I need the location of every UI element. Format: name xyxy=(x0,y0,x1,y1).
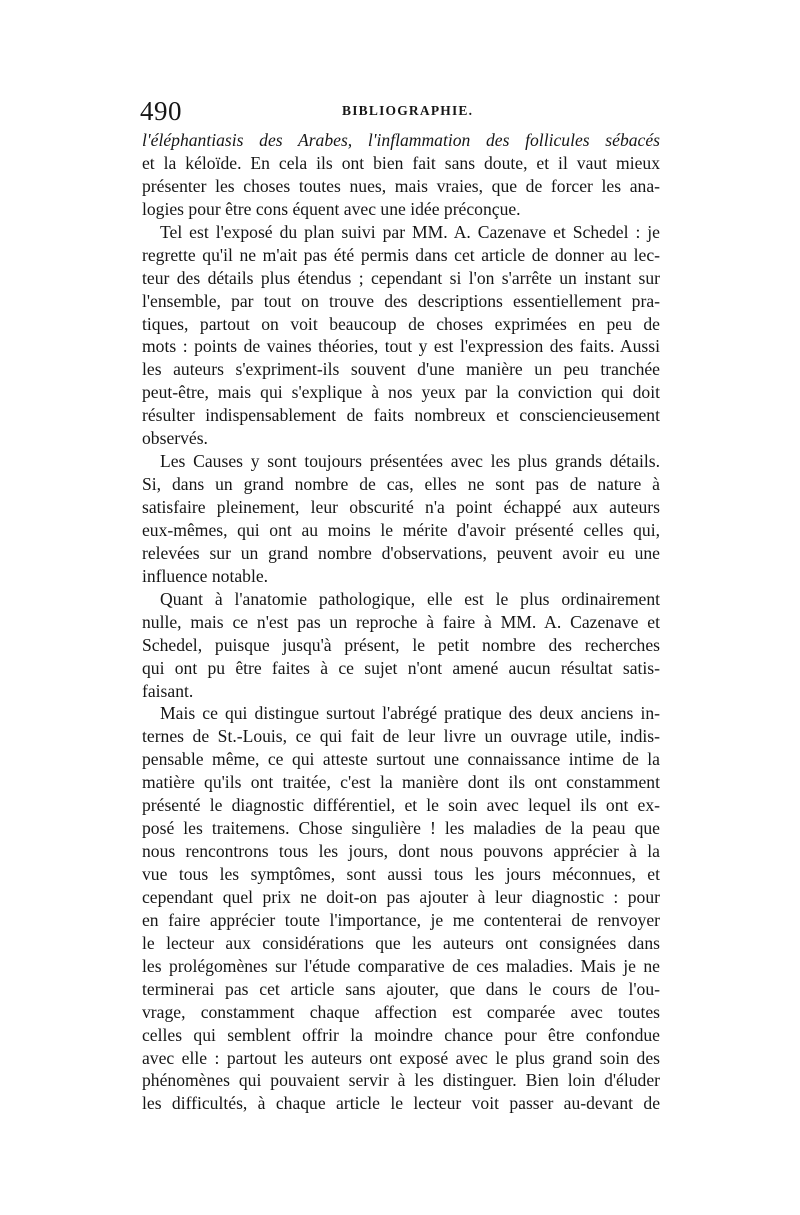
paragraph xyxy=(142,450,660,588)
text-line: nulle, mais ce n'est pas un reproche à faire à MM. A. Cazenave et xyxy=(142,611,660,632)
text-line: teur des détails plus étendus ; cependant si l'on s'arrête un instant sur xyxy=(142,267,660,288)
text-line: présenté le diagnostic différentiel, et le soin avec lequel ils ont ex- xyxy=(142,795,660,816)
running-head: BIBLIOGRAPHIE. xyxy=(342,103,474,118)
paragraph xyxy=(142,221,660,450)
text-line: ternes de St.-Louis, ce qui fait de leur livre un ouvrage utile, indis- xyxy=(142,726,660,747)
text-line: satisfaire pleinement, leur obscurité n'a point échappé aux auteurs xyxy=(142,497,660,517)
text-line: les difficultés, à chaque article le lecteur voit passer au-devant de xyxy=(142,1093,660,1114)
paragraph xyxy=(142,588,660,703)
text-line: et la kéloïde. En cela ils ont bien fait sans doute, et il vaut mieux xyxy=(142,152,660,173)
text-line: le lecteur aux considérations que les auteurs ont consignées dans xyxy=(142,932,660,953)
text-line: vue tous les symptômes, sont aussi tous les jours méconnues, et xyxy=(142,864,660,884)
text-line: pensable même, ce qui atteste surtout une connaissance intime de la xyxy=(142,749,660,770)
text-line: eux-mêmes, qui ont au moins le mérite d'avoir présenté celles qui, xyxy=(142,519,660,540)
text-line: observés. xyxy=(142,428,208,449)
text-line: les prolégomènes sur l'étude comparative de ces maladies. Mais je ne xyxy=(142,955,660,976)
text-line: Schedel, puisque jusqu'à présent, le petit nombre des recherches xyxy=(142,634,660,655)
text-line: Mais ce qui distingue surtout l'abrégé pratique des deux anciens in- xyxy=(160,703,660,724)
text-line: Les Causes y sont toujours présentées avec les plus grands détails. xyxy=(160,451,660,472)
text-line: nous rencontrons tous les jours, dont nous pouvons apprécier à la xyxy=(142,841,660,862)
paragraph xyxy=(142,702,660,1115)
text-line: celles qui semblent offrir la moindre chance pour être confondue xyxy=(142,1024,660,1045)
text-line: résulter indispensablement de faits nombreux et consciencieusement xyxy=(142,405,660,426)
text-line: mots : points de vaines théories, tout y est l'expression des faits. Aussi xyxy=(142,336,660,357)
text-line: influence notable. xyxy=(142,565,269,586)
text-line: les auteurs s'expriment-ils souvent d'une manière un peu tranchée xyxy=(142,359,660,380)
text-line: Quant à l'anatomie pathologique, elle est le plus ordinairement xyxy=(160,588,660,609)
text-line: faisant. xyxy=(142,680,194,701)
text-line: avec elle : partout les auteurs ont exposé avec le plus grand soin des xyxy=(142,1047,660,1068)
text-line: en faire apprécier toute l'importance, je me contenterai de renvoyer xyxy=(142,909,660,930)
body-text xyxy=(142,129,660,1115)
text-line: posé les traitemens. Chose singulière ! les maladies de la peau que xyxy=(142,818,660,839)
paragraph xyxy=(142,129,660,221)
text-line: l'éléphantiasis des Arabes, l'inflammation des follicules sébacés xyxy=(142,130,660,150)
text-line: relevées sur un grand nombre d'observations, peuvent avoir eu une xyxy=(142,542,660,563)
text-line: qui ont pu être faites à ce sujet n'ont amené aucun résultat satis- xyxy=(142,657,660,678)
text-line: présenter les choses toutes nues, mais vraies, que de forcer les ana- xyxy=(142,175,660,196)
text-line: phénomènes qui pouvaient servir à les distinguer. Bien loin d'éluder xyxy=(142,1070,660,1091)
text-line: Si, dans un grand nombre de cas, elles ne sont pas de nature à xyxy=(142,474,660,495)
text-line: vrage, constamment chaque affection est comparée avec toutes xyxy=(142,1001,660,1022)
text-line: peut-être, mais qui s'explique à nos yeux par la conviction qui doit xyxy=(142,382,660,403)
text-line: tiques, partout on voit beaucoup de choses exprimées en peu de xyxy=(142,313,660,334)
page-header xyxy=(140,96,660,132)
page-number: 490 xyxy=(140,96,182,126)
text-line: regrette qu'il ne m'ait pas été permis dans cet article de donner au lec- xyxy=(142,244,660,265)
text-line: logies pour être cons équent avec une idée préconçue. xyxy=(142,198,521,219)
text-line: l'ensemble, par tout on trouve des descriptions essentiellement pra- xyxy=(142,290,660,311)
text-line: cependant quel prix ne doit-on pas ajouter à leur diagnostic : pour xyxy=(142,886,660,907)
text-line: terminerai pas cet article sans ajouter, que dans le cours de l'ou- xyxy=(142,978,660,999)
text-line: matière qu'ils ont traitée, c'est la manière dont ils ont constamment xyxy=(142,772,660,793)
text-line: Tel est l'exposé du plan suivi par MM. A. Cazenave et Schedel : je xyxy=(160,221,660,242)
